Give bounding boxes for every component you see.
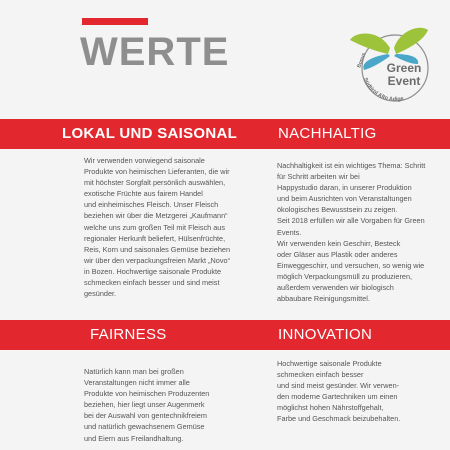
- logo-ring-text: Südtirol Alto Adige: [361, 77, 405, 103]
- section-band-bottom: [0, 320, 450, 350]
- body-nachhaltig: Nachhaltigkeit ist ein wichtiges Thema: Schritt für Schritt arbeiten wir bei Happystudio daran, in unserer Produktion und beim Ausrichten von Veranstaltungen ökologisches Bewusstsein zu zeigen. Seit 2018 erfüllen wir alle Vorgaben für Green Events. Wir verwenden kein Geschirr, Besteck oder Gläser aus Plastik oder anderes Einweggeschirr, und versuchen, so wenig wie möglich Verpackungsmüll zu produzieren, außerdem verwenden wir biologisch abbaubare Reinigungsmittel.: [277, 161, 426, 304]
- page-title: WERTE: [80, 30, 230, 74]
- heading-lokal: LOKAL UND SAISONAL: [62, 125, 238, 142]
- body-fairness: Natürlich kann man bei großen Veranstaltungen nicht immer alle Produkte von heimischen Produzenten beziehen, hier liegt unser Augenmerk bei der Auswahl von gentechnikfreiem und natürlich gewachsenem Gemüse und Eiern aus Freilandhaltung.: [84, 367, 210, 443]
- green-event-logo: [340, 10, 440, 110]
- logo-ring-text-left: Bonus: [356, 52, 368, 69]
- title-accent-bar: [82, 18, 148, 25]
- logo-word-1: Green: [386, 61, 422, 75]
- butterfly-icon: [340, 10, 440, 110]
- heading-fairness: FAIRNESS: [90, 326, 167, 343]
- logo-word-2: Event: [387, 74, 421, 88]
- heading-nachhaltig: NACHHALTIG: [278, 125, 377, 142]
- heading-innovation: INNOVATION: [278, 326, 373, 343]
- body-innovation: Hochwertige saisonale Produkte schmecken einfach besser und sind meist gesünder. Wir verwen- den moderne Gartechniken um einen möglichst hohen Nährstoffgehalt, Farbe und Geschmack beizubehalten.: [277, 359, 401, 424]
- body-lokal: Wir verwenden vorwiegend saisonale Produkte von heimischen Lieferanten, die wir mit höchster Sorgfalt persönlich auswählen, exotische Früchte aus fairem Handel und einheimisches Fleisch. Unser Fleisch beziehen wir über die Metzgerei „Kaufmann“ welche uns zum großen Teil mit Fleisch aus regionaler Herkunft beliefert, Hülsenfrüchte, Reis, Korn und saisonales Gemüse beziehen wir über den verpackungsfreien Markt „Novo“ in Bozen. Hochwertige saisonale Produkte schmecken einfach besser und sind meist gesünder.: [84, 156, 231, 299]
